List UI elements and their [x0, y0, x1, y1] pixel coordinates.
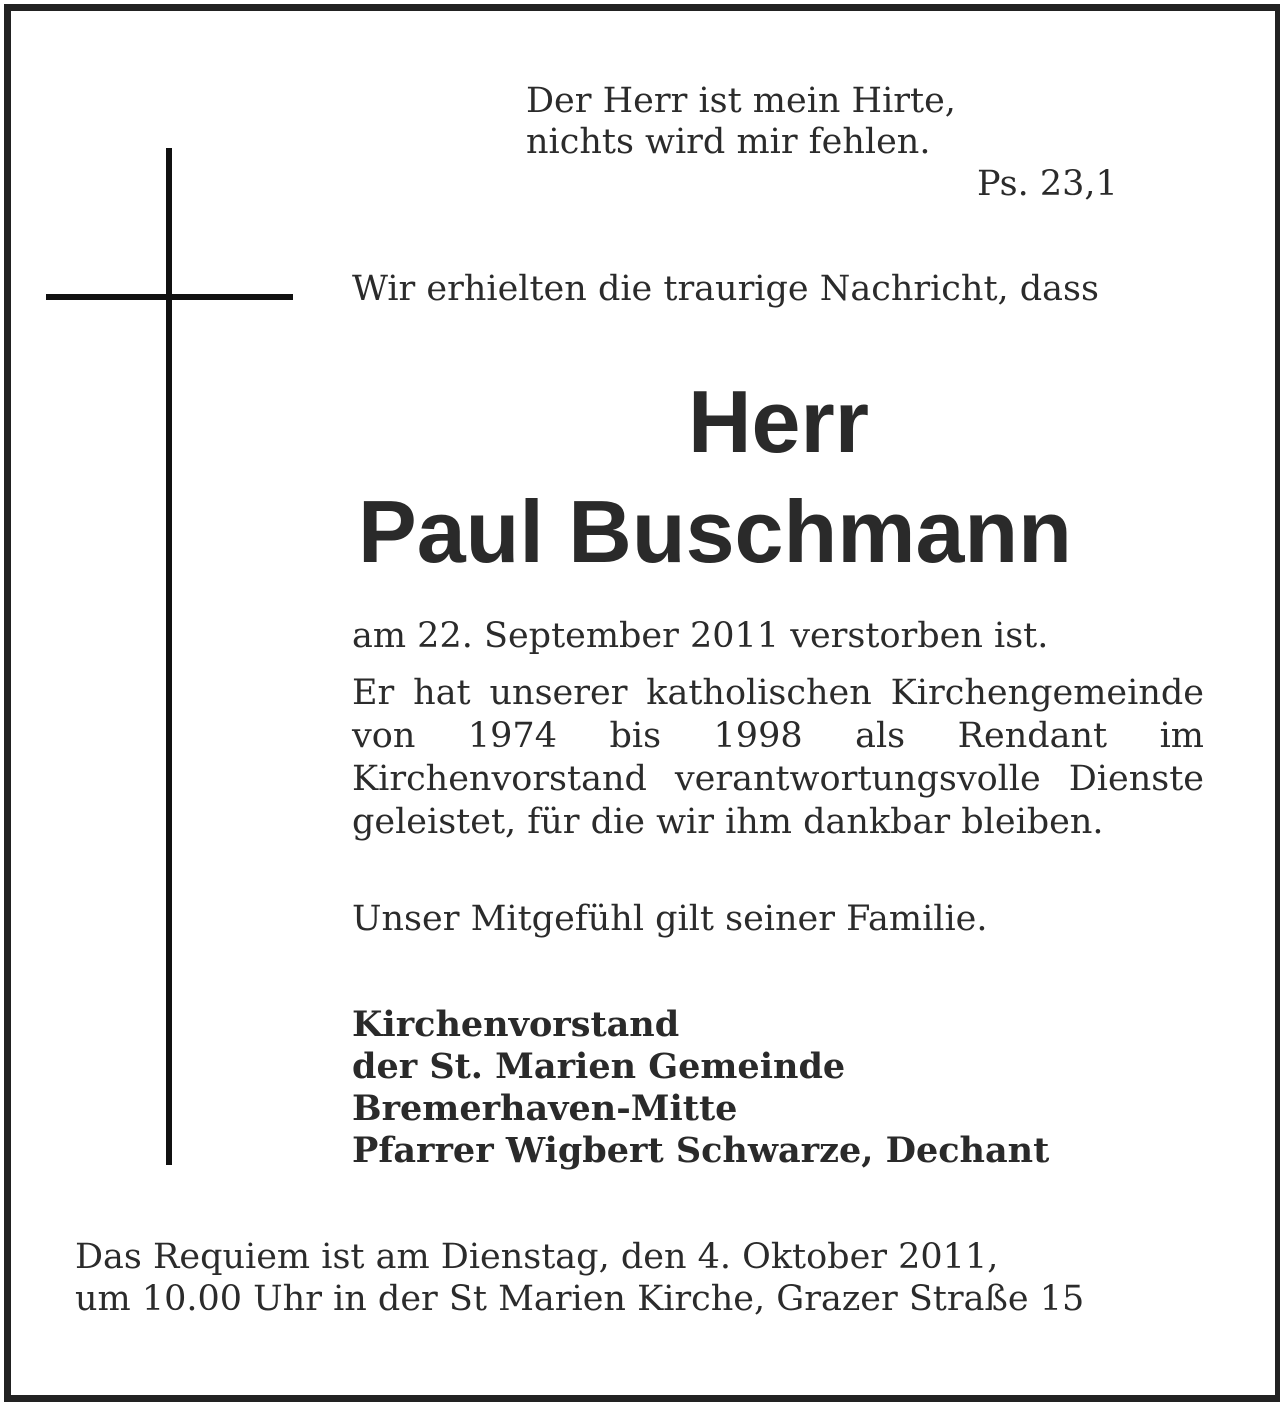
- verse-line-1: Der Herr ist mein Hirte,: [526, 81, 956, 121]
- signature-line-3: Bremerhaven-Mitte: [352, 1088, 738, 1129]
- requiem-line-2: um 10.00 Uhr in der St Marien Kirche, Grazer Straße 15: [75, 1279, 1085, 1319]
- signature-line-2: der St. Marien Gemeinde: [352, 1046, 846, 1087]
- cross-horizontal-bar: [46, 294, 293, 300]
- verse-reference: Ps. 23,1: [977, 164, 1118, 204]
- deceased-name: Paul Buschmann: [358, 482, 1072, 581]
- signature-line-4: Pfarrer Wigbert Schwarze, Dechant: [352, 1130, 1050, 1171]
- signature-line-1: Kirchenvorstand: [352, 1004, 680, 1045]
- tribute-paragraph: Er hat unserer katholischen Kirchengemeinde von 1974 bis 1998 als Rendant im Kirchenvorstand verantwortungsvolle Dienste geleistet, für die wir ihm dankbar bleiben.: [352, 673, 1204, 842]
- cross-vertical-bar: [166, 148, 172, 1165]
- intro-text: Wir erhielten die traurige Nachricht, dass: [352, 269, 1099, 309]
- salutation: Herr: [688, 372, 869, 471]
- verse-line-2: nichts wird mir fehlen.: [526, 122, 931, 162]
- death-date-line: am 22. September 2011 verstorben ist.: [352, 616, 1049, 656]
- condolence-line: Unser Mitgefühl gilt seiner Familie.: [352, 899, 988, 939]
- requiem-line-1: Das Requiem ist am Dienstag, den 4. Oktober 2011,: [75, 1237, 999, 1277]
